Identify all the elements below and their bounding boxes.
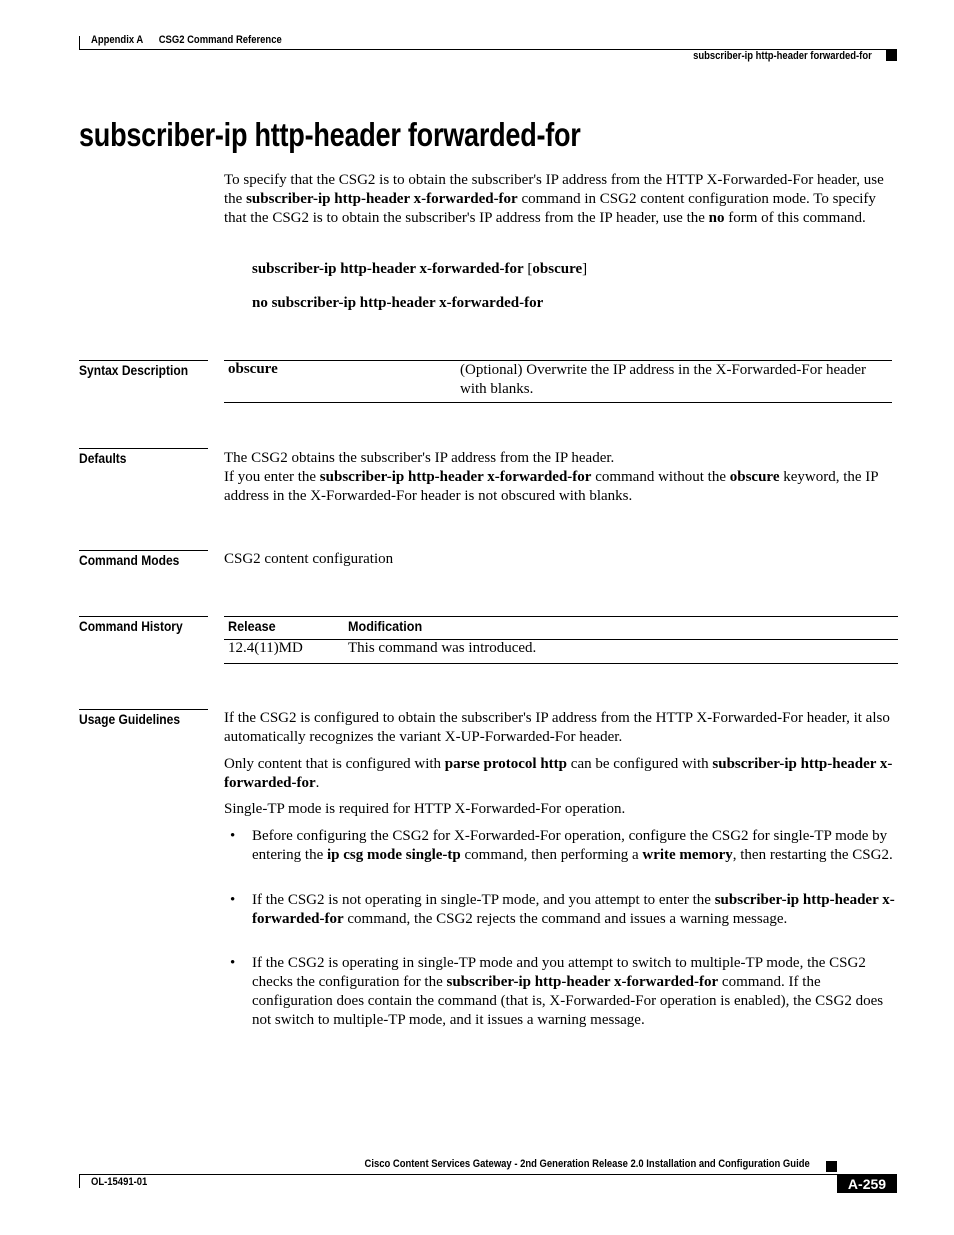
section-label-command-history: Command History bbox=[79, 618, 183, 634]
syntax-keyword-description: (Optional) Overwrite the IP address in the X-Forwarded-For header with blanks. bbox=[460, 362, 866, 397]
usage-text-run: Only content that is configured with bbox=[224, 756, 445, 772]
syntax-bracket: ] bbox=[582, 261, 588, 277]
history-table-rule-bottom bbox=[224, 663, 898, 664]
footer-doc-number: OL-15491-01 bbox=[91, 1176, 148, 1188]
usage-text-run: can be configured with bbox=[567, 756, 713, 772]
header-rule-vertical bbox=[79, 36, 80, 50]
defaults-text bbox=[224, 449, 896, 506]
defaults-text-run: If you enter the bbox=[224, 469, 320, 485]
list-item bbox=[224, 954, 896, 1030]
intro-text: command in CSG2 content configuration mode. To specify that the CSG2 is to obtain the subscriber's IP address from the IP header, use the bbox=[224, 191, 876, 226]
intro-text: form of this command. bbox=[724, 210, 866, 226]
bullet-command: ip csg mode single-tp bbox=[326, 847, 461, 863]
usage-text-run: . bbox=[315, 775, 320, 791]
list-item bbox=[224, 827, 896, 865]
intro-no-keyword: no bbox=[708, 210, 725, 226]
section-rule bbox=[79, 616, 208, 617]
list-item bbox=[224, 891, 896, 929]
bullet-command: subscriber-ip http-header x-forwarded-for bbox=[446, 974, 719, 990]
bullet-text bbox=[252, 954, 896, 1030]
history-table-rule-header bbox=[224, 639, 898, 640]
defaults-paragraph-2 bbox=[224, 468, 896, 506]
intro-command: subscriber-ip http-header x-forwarded-for bbox=[246, 191, 518, 207]
history-table-rule-top bbox=[224, 616, 898, 617]
history-cell-release: 12.4(11)MD bbox=[228, 640, 303, 656]
bullet-command: subscriber-ip http-header x-forwarded-for bbox=[252, 892, 895, 927]
footer-rule-vertical bbox=[79, 1174, 80, 1188]
history-header-modification: Modification bbox=[348, 618, 423, 634]
bullet-text-run: command. If the configuration does contain the command (that is, X-Forwarded-For operation is enabled), the CSG2 does not switch to multiple-TP mode, and it issues a warning message. bbox=[252, 974, 884, 1028]
bullet-text-run: Before configuring the CSG2 for X-Forwarded-For operation, configure the CSG2 for single-TP mode by entering the bbox=[252, 828, 888, 863]
header-chapter: CSG2 Command Reference bbox=[158, 34, 282, 46]
section-rule bbox=[79, 550, 208, 551]
footer-rule bbox=[79, 1174, 897, 1175]
bullet-text bbox=[252, 827, 896, 865]
bullet-text-run: , then restarting the CSG2. bbox=[732, 847, 893, 863]
footer-guide-title: Cisco Content Services Gateway - 2nd Generation Release 2.0 Installation and Configuration Guide bbox=[364, 1158, 810, 1170]
usage-paragraph-2 bbox=[224, 755, 898, 793]
bullet-icon: • bbox=[230, 828, 236, 844]
bullet-text-run: If the CSG2 is not operating in single-TP mode, and you attempt to enter the bbox=[252, 892, 715, 908]
usage-command: parse protocol http bbox=[444, 756, 568, 772]
page-title: subscriber-ip http-header forwarded-for bbox=[79, 116, 581, 153]
syntax-no-command: no subscriber-ip http-header x-forwarded-for bbox=[252, 295, 544, 311]
header-appendix: Appendix A bbox=[91, 34, 144, 46]
defaults-keyword: obscure bbox=[729, 469, 780, 485]
usage-paragraph-3: Single-TP mode is required for HTTP X-Forwarded-For operation. bbox=[224, 801, 626, 817]
header-breadcrumb bbox=[91, 34, 282, 46]
section-label-syntax-description: Syntax Description bbox=[79, 362, 189, 378]
usage-command: subscriber-ip http-header x-forwarded-for bbox=[224, 756, 893, 791]
syntax-option: obscure bbox=[532, 261, 583, 277]
command-modes-text: CSG2 content configuration bbox=[224, 551, 394, 567]
bullet-text-run: command, then performing a bbox=[460, 847, 643, 863]
intro-paragraph bbox=[224, 171, 896, 228]
usage-paragraph-1: If the CSG2 is configured to obtain the subscriber's IP address from the HTTP X-Forwarded-For header, it also automatically recognizes the variant X-UP-Forwarded-For header. bbox=[224, 710, 890, 745]
section-label-defaults: Defaults bbox=[79, 450, 127, 466]
bullet-text-run: If the CSG2 is operating in single-TP mode and you attempt to switch to multiple-TP mode, the CSG2 checks the configuration for the bbox=[252, 955, 866, 990]
intro-text: To specify that the CSG2 is to obtain the subscriber's IP address from the HTTP X-Forwarded-For header, use the bbox=[224, 172, 884, 207]
table-rule-bottom bbox=[224, 402, 892, 403]
history-cell-modification: This command was introduced. bbox=[348, 640, 537, 656]
defaults-command: subscriber-ip http-header x-forwarded-for bbox=[319, 469, 592, 485]
defaults-text-run: keyword, the IP address in the X-Forwarded-For header is not obscured with blanks. bbox=[224, 469, 879, 504]
syntax-keyword: obscure bbox=[228, 361, 278, 377]
bullet-text bbox=[252, 891, 896, 929]
header-marker-block bbox=[886, 50, 897, 61]
footer-marker-block bbox=[826, 1161, 837, 1172]
syntax-line-2 bbox=[252, 295, 543, 312]
section-rule bbox=[79, 360, 208, 361]
section-label-command-modes: Command Modes bbox=[79, 552, 180, 568]
syntax-bracket: [ bbox=[523, 261, 533, 277]
bullet-icon: • bbox=[230, 955, 236, 971]
section-label-usage-guidelines: Usage Guidelines bbox=[79, 711, 181, 727]
bullet-text-run: command, the CSG2 rejects the command and issues a warning message. bbox=[343, 911, 788, 927]
defaults-text-run: command without the bbox=[591, 469, 730, 485]
defaults-line-1: The CSG2 obtains the subscriber's IP address from the IP header. bbox=[224, 450, 615, 466]
bullet-command: write memory bbox=[642, 847, 733, 863]
syntax-line-1 bbox=[252, 261, 587, 278]
header-running-title: subscriber-ip http-header forwarded-for bbox=[693, 50, 872, 62]
bullet-icon: • bbox=[230, 892, 236, 908]
section-rule bbox=[79, 709, 208, 710]
footer-page-number: A-259 bbox=[837, 1175, 897, 1193]
syntax-command: subscriber-ip http-header x-forwarded-for bbox=[252, 261, 524, 277]
section-rule bbox=[79, 448, 208, 449]
history-header-release: Release bbox=[228, 618, 276, 634]
